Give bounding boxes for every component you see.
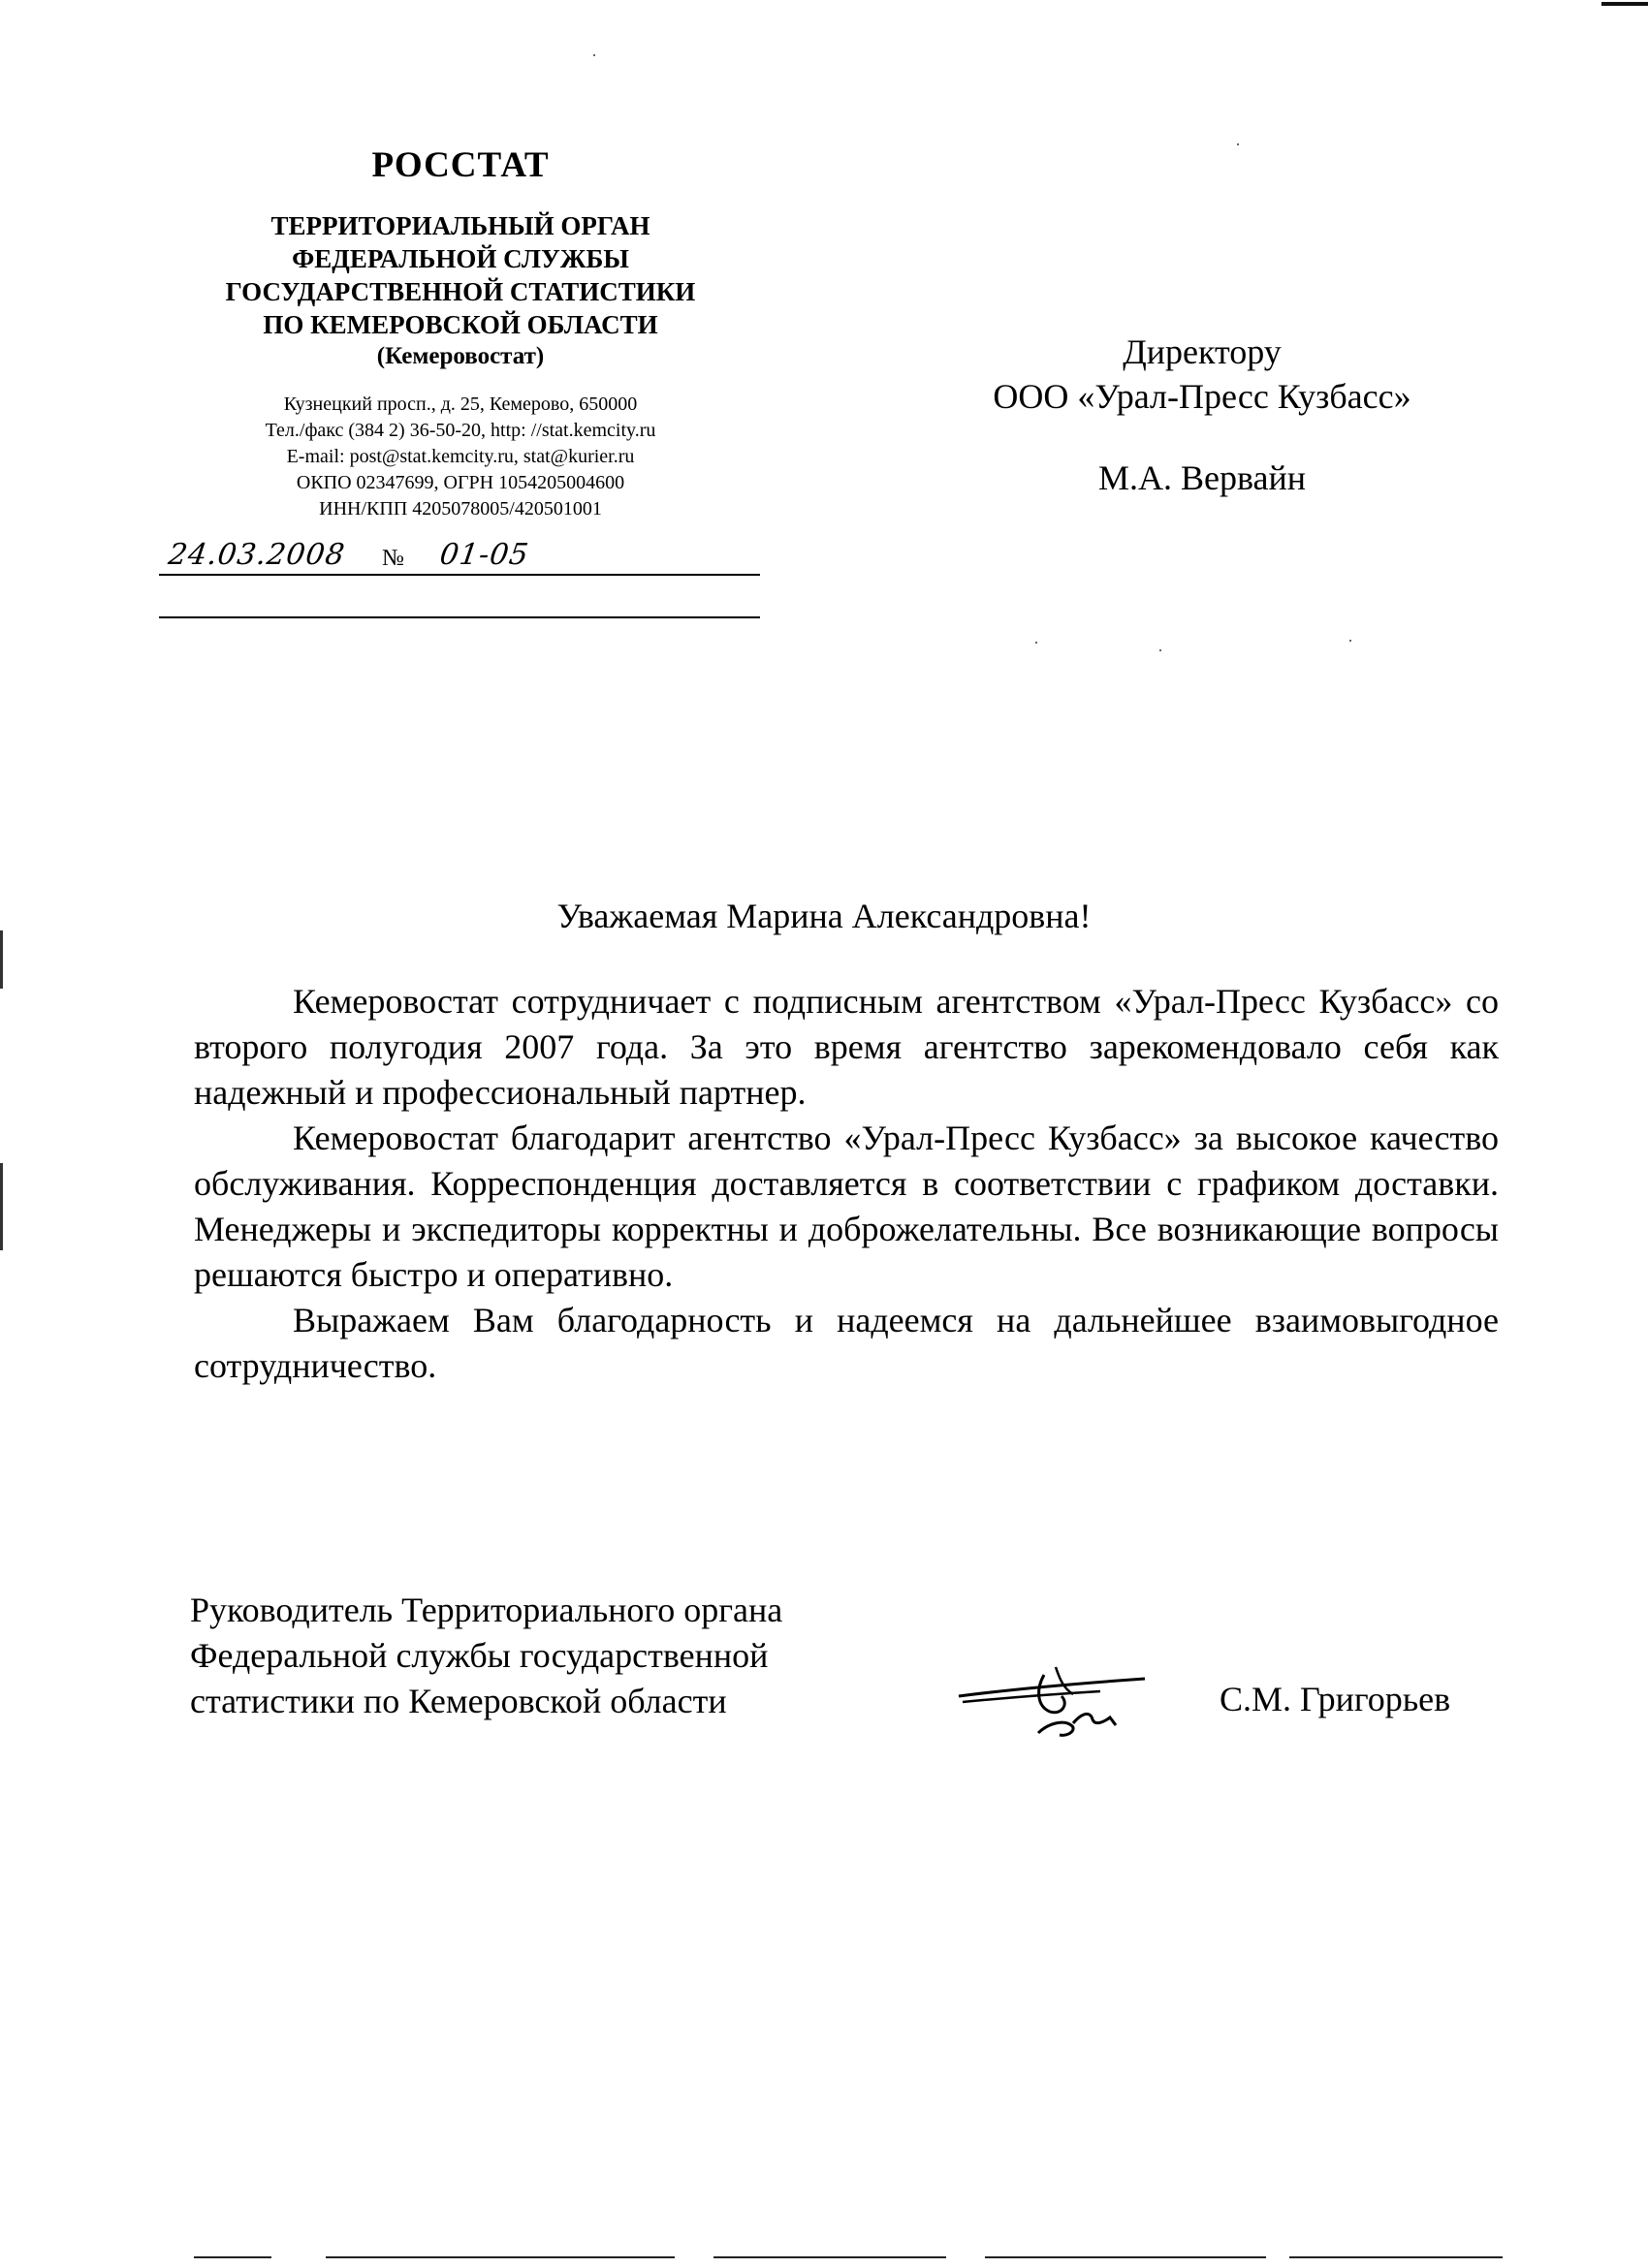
contact-okpo-ogrn: ОКПО 02347699, ОГРН 1054205004600	[296, 472, 625, 493]
body-paragraph: Кемеровостат сотрудничает с подписным агентством «Урал-Пресс Кузбасс» со второго полугодия 2007 года. За это время агентство зарекомендовало себя как надежный и профессиональный партнер.	[194, 982, 1499, 1112]
letterhead	[155, 143, 766, 522]
body-paragraph: Кемеровостат благодарит агентство «Урал-Пресс Кузбасс» за высокое качество обслуживания. Корреспонденция доставляется в соответствии с графиком доставки. Менеджеры и экспедиторы корректны и доброжелательны. Все возникающие вопросы решаются быстро и оперативно.	[194, 1118, 1499, 1294]
bottom-rule	[713, 2256, 946, 2258]
signer-position-line: статистики по Кемеровской области	[190, 1682, 727, 1720]
handwritten-signature	[955, 1655, 1149, 1743]
contact-address: Кузнецкий просп., д. 25, Кемерово, 650000	[283, 394, 638, 415]
addressee-company: ООО «Урал-Пресс Кузбасс»	[993, 377, 1411, 416]
addressee-block	[950, 330, 1454, 500]
agency-short-name: РОССТАТ	[371, 145, 550, 185]
scan-speck	[593, 54, 595, 56]
agency-name-line: ПО КЕМЕРОВСКОЙ ОБЛАСТИ	[263, 310, 658, 339]
agency-name-line: ТЕРРИТОРИАЛЬНЫЙ ОРГАН	[270, 211, 650, 240]
scan-speck	[1035, 642, 1037, 644]
body-paragraph: Выражаем Вам благодарность и надеемся на дальнейшее взаимовыгодное сотрудничество.	[194, 1301, 1499, 1385]
bottom-rule	[1289, 2256, 1503, 2258]
signer-position-line: Руководитель Территориального органа	[190, 1591, 783, 1629]
scan-speck	[1159, 649, 1161, 651]
scan-edge-mark	[0, 1163, 3, 1250]
scan-speck	[1349, 640, 1351, 642]
agency-name-line: ГОСУДАРСТВЕННОЙ СТАТИСТИКИ	[225, 277, 696, 306]
registration-date: 24.03.2008	[166, 538, 348, 572]
contact-email: E-mail: post@stat.kemcity.ru, stat@kurier.ru	[286, 446, 635, 467]
salutation: Уважаемая Марина Александровна!	[556, 897, 1092, 935]
agency-name-line: ФЕДЕРАЛЬНОЙ СЛУЖБЫ	[292, 244, 629, 273]
addressee-position: Директору	[1123, 332, 1282, 371]
registration-number-sign: №	[382, 546, 404, 571]
scan-mark	[1601, 2, 1648, 6]
bottom-rule	[985, 2256, 1266, 2258]
addressee-name: М.А. Вервайн	[1097, 458, 1307, 497]
signer-position	[190, 1588, 888, 1724]
scan-speck	[1237, 143, 1239, 145]
letter-body	[194, 979, 1499, 1389]
bottom-rule	[326, 2256, 675, 2258]
signer-name: С.М. Григорьев	[1220, 1680, 1451, 1718]
signer-position-line: Федеральной службы государственной	[190, 1636, 769, 1675]
contact-phone-web: Тел./факс (384 2) 36-50-20, http: //stat.kemcity.ru	[265, 420, 656, 441]
agency-full-name	[155, 209, 766, 341]
scan-edge-mark	[0, 930, 3, 989]
registration-line	[159, 539, 760, 576]
bottom-rule	[194, 2256, 271, 2258]
registration-number: 01-05	[437, 538, 531, 572]
agency-abbreviation: (Кемеровостат)	[376, 343, 545, 369]
registration-line-blank	[159, 616, 760, 618]
agency-contacts	[155, 392, 766, 522]
contact-inn-kpp: ИНН/КПП 4205078005/420501001	[319, 498, 602, 520]
